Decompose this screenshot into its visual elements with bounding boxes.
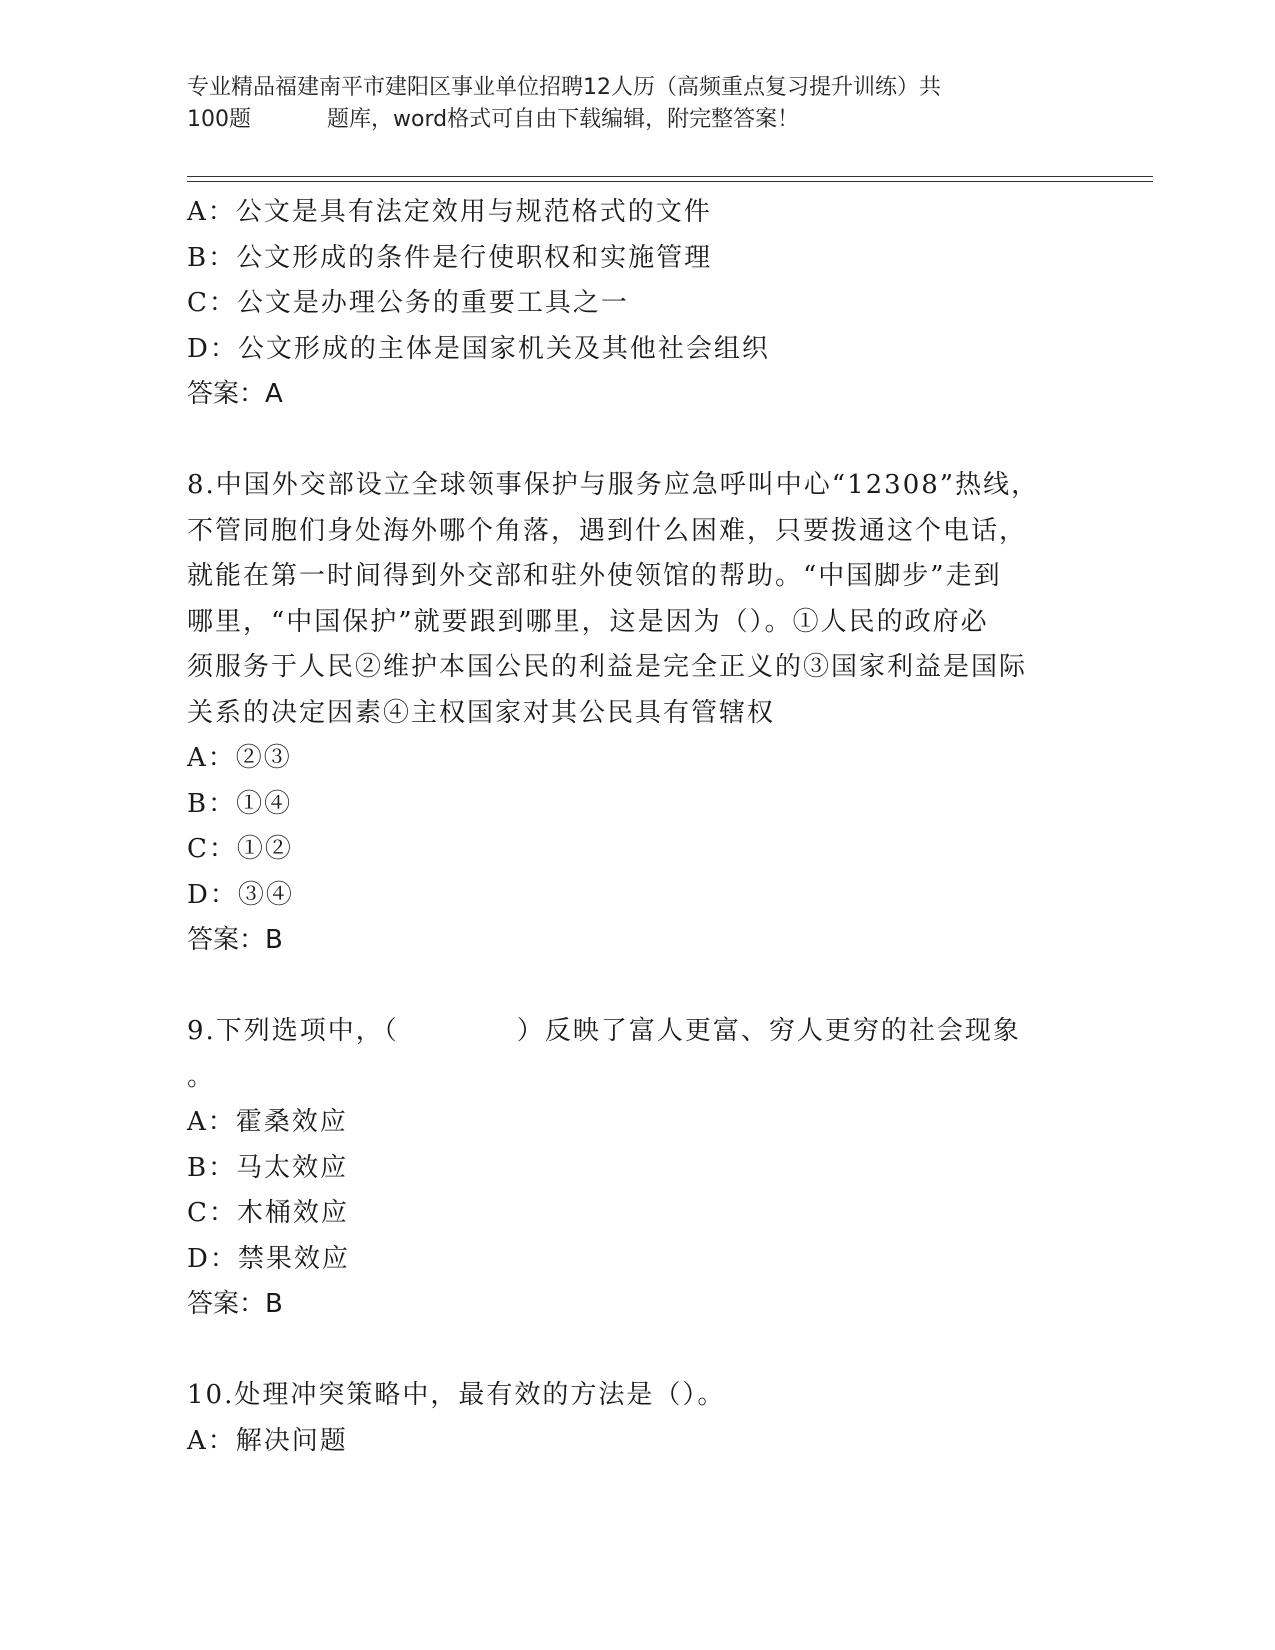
header-divider-bottom bbox=[187, 181, 1153, 182]
header-question-count: 100题 bbox=[187, 107, 251, 132]
header-title-line-1: 专业精品福建南平市建阳区事业单位招聘12人历（高频重点复习提升训练）共 bbox=[187, 75, 941, 100]
question-10 bbox=[187, 1373, 1087, 1464]
document-header bbox=[187, 72, 1067, 136]
question-9 bbox=[187, 1009, 1087, 1328]
header-divider-top bbox=[187, 176, 1153, 177]
header-title-line-2 bbox=[187, 104, 1067, 136]
header-description: 题库，word格式可自由下载编辑，附完整答案！ bbox=[327, 107, 800, 132]
option-d: D：禁果效应 bbox=[187, 1243, 350, 1274]
question-8 bbox=[187, 463, 1087, 964]
option-c: C：①② bbox=[187, 834, 293, 864]
option-c: C：公文是办理公务的重要工具之一 bbox=[187, 288, 629, 318]
option-b: B：公文形成的条件是行使职权和实施管理 bbox=[187, 242, 713, 273]
answer: 答案：B bbox=[187, 925, 283, 955]
question-stem-line: 就能在第一时间得到外交部和驻外使领馆的帮助。“中国脚步”走到 bbox=[187, 561, 1002, 591]
option-b: B：马太效应 bbox=[187, 1152, 349, 1183]
question-stem-line bbox=[187, 1009, 1087, 1055]
option-a: A：公文是具有法定效用与规范格式的文件 bbox=[187, 197, 712, 227]
question-stem-line: 。 bbox=[187, 1061, 216, 1092]
answer: 答案：A bbox=[187, 379, 283, 409]
option-a: A：解决问题 bbox=[187, 1425, 348, 1456]
option-a: A：霍桑效应 bbox=[187, 1107, 348, 1137]
question-list bbox=[187, 190, 1087, 1464]
answer: 答案：B bbox=[187, 1289, 283, 1319]
question-stem-line: 8.中国外交部设立全球领事保护与服务应急呼叫中心“12308”热线， bbox=[187, 470, 1040, 500]
question-stem-line: 关系的决定因素④主权国家对其公民具有管辖权 bbox=[187, 697, 776, 728]
question-stem-line: 须服务于人民②维护本国公民的利益是完全正义的③国家利益是国际 bbox=[187, 652, 1028, 682]
question-stem-line: 10.处理冲突策略中，最有效的方法是（）。 bbox=[187, 1380, 726, 1410]
question-stem-end: ）反映了富人更富、穷人更穷的社会现象 bbox=[516, 1016, 1021, 1046]
question-stem-line: 不管同胞们身处海外哪个角落，遇到什么困难，只要拨通这个电话， bbox=[187, 515, 1028, 546]
option-a: A：②③ bbox=[187, 743, 292, 773]
option-d: D：公文形成的主体是国家机关及其他社会组织 bbox=[187, 333, 770, 364]
option-b: B：①④ bbox=[187, 788, 293, 819]
option-c: C：木桶效应 bbox=[187, 1198, 349, 1228]
question-stem-start: 9.下列选项中，（ bbox=[187, 1016, 399, 1046]
question-stem-line: 哪里，“中国保护”就要跟到哪里，这是因为（）。①人民的政府必 bbox=[187, 606, 989, 637]
option-d: D：③④ bbox=[187, 879, 294, 910]
question-7 bbox=[187, 190, 1087, 418]
